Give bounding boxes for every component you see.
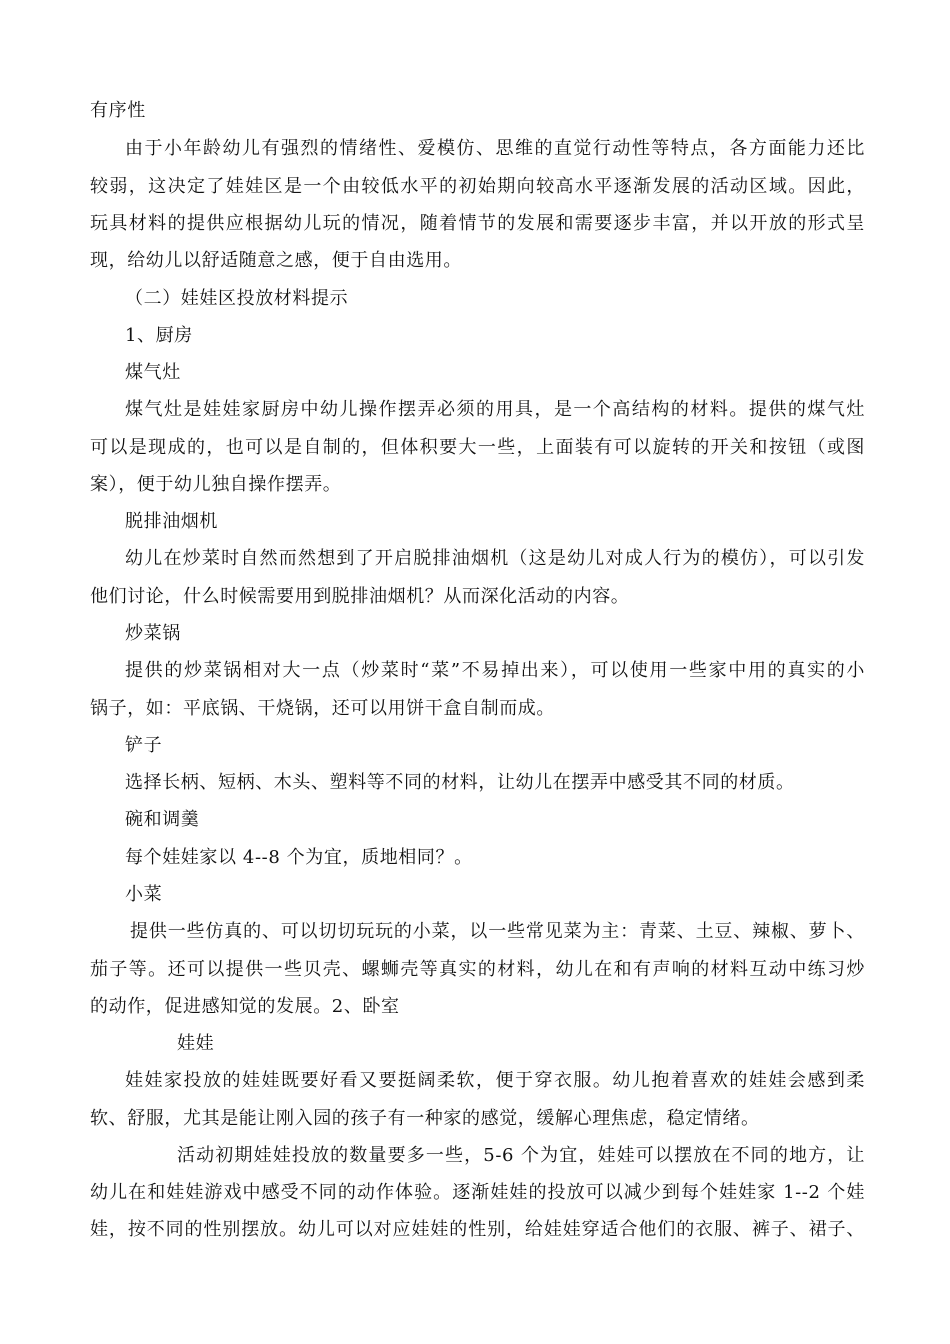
subsection-heading-kitchen: 1、厨房 [125,325,193,346]
paragraph-line: 软、舒服，尤其是能让刚入园的孩子有一种家的感觉，缓解心理焦虑，稳定情绪。 [90,1108,760,1129]
paragraph-line: 活动初期娃娃投放的数量要多一些，5-6 个为宜，娃娃可以摆放在不同的地方，让 [177,1145,865,1166]
item-heading-gas-stove: 煤气灶 [125,362,181,383]
paragraph-line: 茄子等。还可以提供一些贝壳、螺蛳壳等真实的材料，幼儿在和有声响的材料互动中练习炒 [90,959,865,980]
item-heading-dolls: 娃娃 [177,1033,215,1054]
item-heading-wok: 炒菜锅 [125,623,181,644]
paragraph-line: 的动作，促进感知觉的发展。2、卧室 [90,996,400,1017]
paragraph-line: 较弱，这决定了娃娃区是一个由较低水平的初始期向较高水平逐渐发展的活动区域。因此， [90,176,865,197]
paragraph-line: 每个娃娃家以 4--8 个为宜，质地相同？。 [125,847,473,868]
paragraph-line: 提供的炒菜锅相对大一点（炒菜时“菜”不易掉出来），可以使用一些家中用的真实的小 [125,660,865,681]
line-heading-orderliness: 有序性 [90,100,146,121]
paragraph-line: 玩具材料的提供应根据幼儿玩的情况，随着情节的发展和需要逐步丰富，并以开放的形式呈 [90,213,865,234]
item-heading-bowls-spoons: 碗和调羹 [125,809,200,830]
paragraph-line: 选择长柄、短柄、木头、塑料等不同的材料，让幼儿在摆弄中感受其不同的材质。 [125,772,795,793]
item-heading-spatula: 铲子 [125,735,163,756]
section-heading: （二）娃娃区投放材料提示 [125,288,349,309]
paragraph-line: 娃，按不同的性别摆放。幼儿可以对应娃娃的性别，给娃娃穿适合他们的衣服、裤子、裙子、 [90,1219,865,1240]
item-heading-range-hood: 脱排油烟机 [125,511,218,532]
paragraph-line: 煤气灶是娃娃家厨房中幼儿操作摆弄必须的用具，是一个高结构的材料。提供的煤气灶 [125,399,865,420]
paragraph-line: 由于小年龄幼儿有强烈的情绪性、爱模仿、思维的直觉行动性等特点，各方面能力还比 [125,138,865,159]
paragraph-line: 幼儿在炒菜时自然而然想到了开启脱排油烟机（这是幼儿对成人行为的模仿），可以引发 [125,548,865,569]
item-heading-dishes: 小菜 [125,884,163,905]
paragraph-line: 幼儿在和娃娃游戏中感受不同的动作体验。逐渐娃娃的投放可以减少到每个娃娃家 1--2 个娃 [90,1182,865,1203]
paragraph-line: 锅子，如：平底锅、干烧锅，还可以用饼干盒自制而成。 [90,698,555,719]
paragraph-line: 娃娃家投放的娃娃既要好看又要挺阔柔软，便于穿衣服。幼儿抱着喜欢的娃娃会感到柔 [125,1070,865,1091]
paragraph-line: 可以是现成的，也可以是自制的，但体积要大一些，上面装有可以旋转的开关和按钮（或图 [90,437,865,458]
paragraph-line: 现，给幼儿以舒适随意之感，便于自由选用。 [90,250,462,271]
paragraph-line: 提供一些仿真的、可以切切玩玩的小菜，以一些常见菜为主：青菜、土豆、辣椒、萝卜、 [130,921,865,942]
paragraph-line: 案），便于幼儿独自操作摆弄。 [90,474,342,495]
paragraph-line: 他们讨论，什么时候需要用到脱排油烟机？从而深化活动的内容。 [90,586,630,607]
